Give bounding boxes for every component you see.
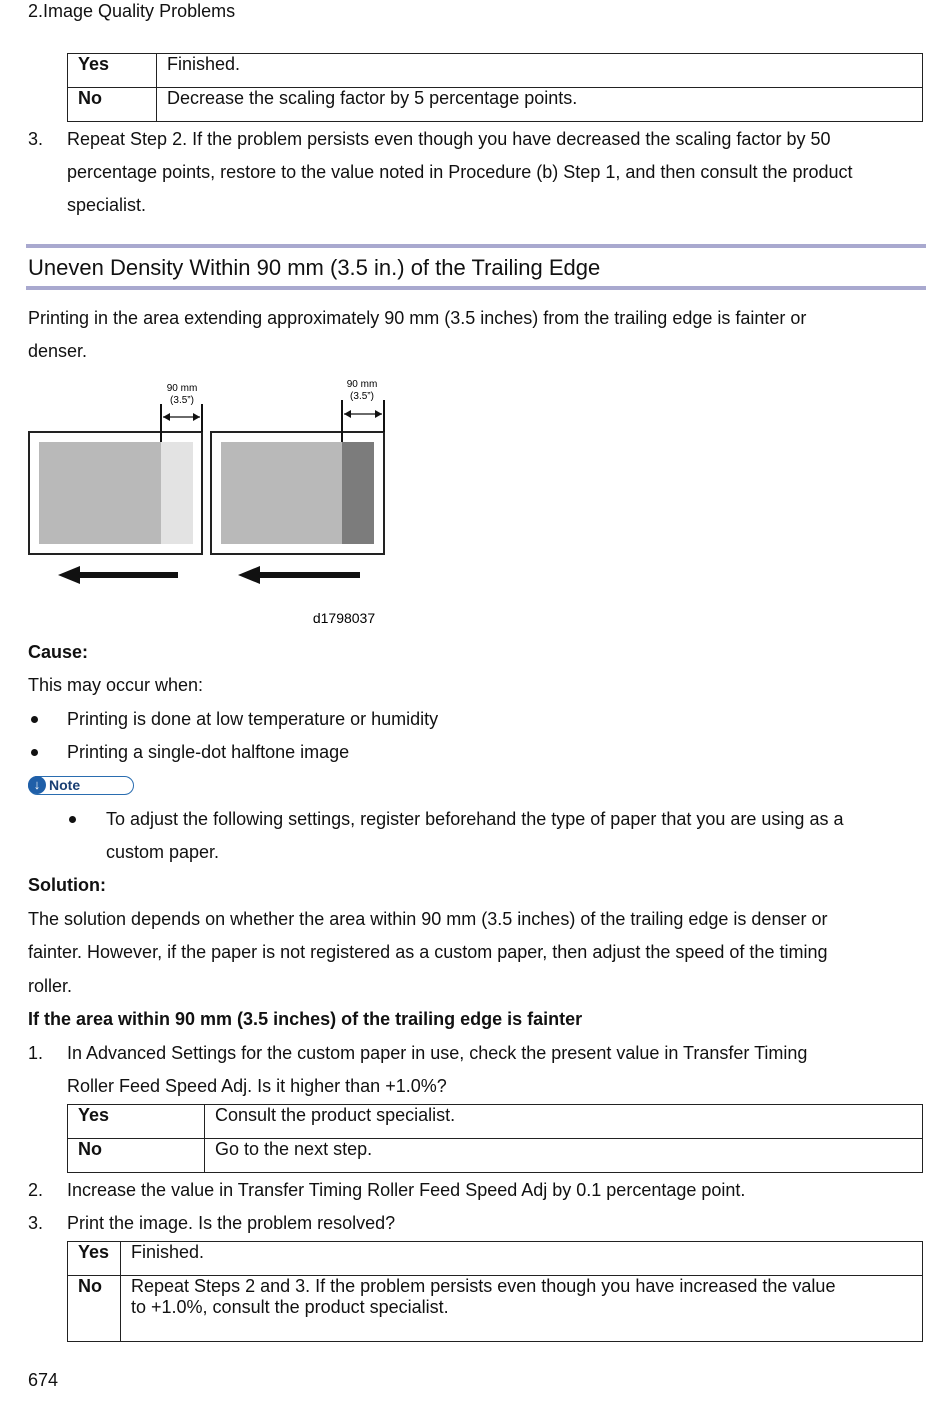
step-text-line: percentage points, restore to the value noted in Procedure (b) Step 1, and then consult the product: [67, 162, 853, 182]
cause-intro: This may occur when:: [28, 675, 204, 695]
down-arrow-icon: ↓: [28, 776, 46, 794]
normal-density-area-left: [39, 442, 161, 544]
table-key: No: [68, 1139, 205, 1173]
fainter-area: [161, 442, 193, 544]
step-number: 2.: [28, 1180, 44, 1200]
intro-line: Printing in the area extending approximately 90 mm (3.5 inches) from the trailing edge is fainter or: [28, 308, 807, 328]
dimension-label-mm: 90 mm: [166, 383, 198, 394]
note-line: custom paper.: [106, 842, 220, 862]
note-line: To adjust the following settings, register beforehand the type of paper that you are using as a: [106, 809, 844, 829]
bullet-icon: [31, 749, 38, 756]
section-heading: Uneven Density Within 90 mm (3.5 in.) of the Trailing Edge: [28, 255, 601, 280]
page-number: 674: [28, 1370, 59, 1390]
dimension-label-in: (3.5”): [350, 391, 374, 402]
table-value: Finished.: [157, 54, 923, 88]
cause-item: Printing a single-dot halftone image: [67, 742, 350, 762]
table-key: Yes: [68, 54, 157, 88]
denser-area: [342, 442, 374, 544]
step-number: 1.: [28, 1043, 44, 1063]
table-value: Go to the next step.: [205, 1139, 923, 1173]
trailing-edge-figure: [24, 374, 394, 630]
cause-title: Cause:: [28, 642, 89, 662]
step-text-line: Increase the value in Transfer Timing Roller Feed Speed Adj by 0.1 percentage point.: [67, 1180, 746, 1200]
feed-direction-arrow-left: [74, 572, 178, 578]
heading-rule-bottom: [26, 286, 926, 290]
step-text-line: specialist.: [67, 195, 147, 215]
bullet-icon: [69, 816, 76, 823]
solution-line: The solution depends on whether the area within 90 mm (3.5 inches) of the trailing edge is denser or: [28, 909, 828, 929]
table-key: No: [68, 1276, 121, 1342]
table-value-line: to +1.0%, consult the product specialist.: [131, 1297, 449, 1317]
step-text-line: In Advanced Settings for the custom paper in use, check the present value in Transfer Timing: [67, 1043, 808, 1063]
section-header: 2.Image Quality Problems: [28, 1, 236, 21]
yes-no-table-2: [67, 1104, 923, 1173]
table-key: Yes: [68, 1242, 121, 1276]
note-badge: [28, 776, 134, 795]
yes-no-table-1: [67, 53, 923, 122]
step-text-line: Print the image. Is the problem resolved?: [67, 1213, 396, 1233]
dimension-label-mm: 90 mm: [346, 379, 378, 390]
solution-line: roller.: [28, 976, 73, 996]
table-key: No: [68, 88, 157, 122]
table-value: [121, 1276, 923, 1342]
step-number: 3.: [28, 1213, 44, 1233]
solution-line: fainter. However, if the paper is not registered as a custom paper, then adjust the speed of the timing: [28, 942, 828, 962]
dimension-label-in: (3.5”): [170, 395, 194, 406]
cause-item: Printing is done at low temperature or humidity: [67, 709, 439, 729]
table-value: Consult the product specialist.: [205, 1105, 923, 1139]
feed-direction-arrow-right: [256, 572, 360, 578]
heading-rule-top: [26, 244, 926, 248]
step-text-line: Repeat Step 2. If the problem persists even though you have decreased the scaling factor by 50: [67, 129, 831, 149]
intro-line: denser.: [28, 341, 88, 361]
step-text-line: Roller Feed Speed Adj. Is it higher than +1.0%?: [67, 1076, 447, 1096]
figure-code: d1798037: [312, 610, 376, 626]
table-value: Finished.: [121, 1242, 923, 1276]
bullet-icon: [31, 716, 38, 723]
yes-no-table-3: [67, 1241, 923, 1342]
step-number: 3.: [28, 129, 44, 149]
table-key: Yes: [68, 1105, 205, 1139]
table-value-line: Repeat Steps 2 and 3. If the problem persists even though you have increased the value: [131, 1276, 836, 1296]
note-label: Note: [49, 777, 81, 793]
table-value: Decrease the scaling factor by 5 percentage points.: [157, 88, 923, 122]
subheading: If the area within 90 mm (3.5 inches) of the trailing edge is fainter: [28, 1009, 583, 1029]
normal-density-area-right: [221, 442, 342, 544]
solution-title: Solution:: [28, 875, 106, 895]
